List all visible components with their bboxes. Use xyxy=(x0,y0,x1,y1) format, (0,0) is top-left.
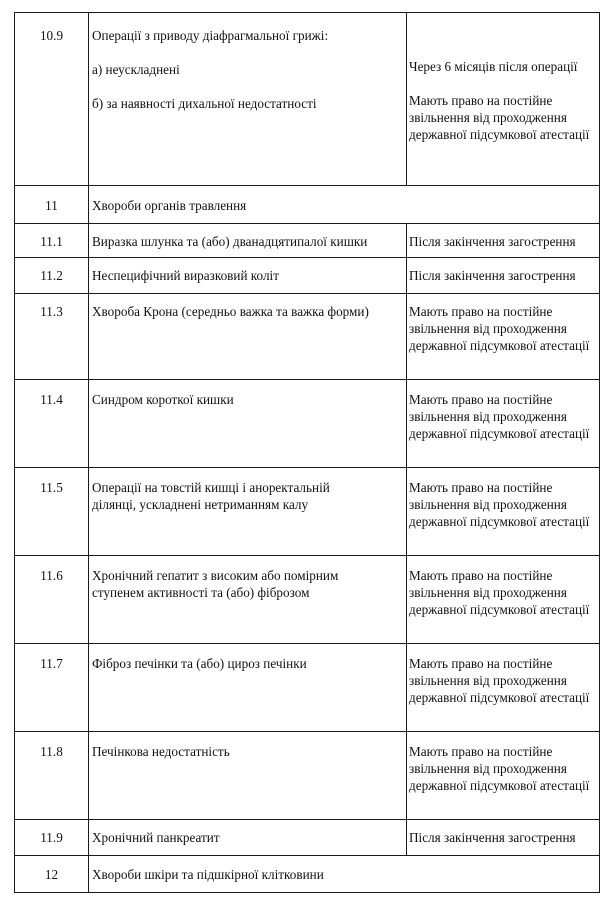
row-term: Мають право на постійне звільнення від проходження державної підсумкової атестації xyxy=(407,732,600,820)
table-row xyxy=(15,468,600,556)
row-number: 11.8 xyxy=(15,732,89,820)
row-term: Мають право на постійне звільнення від проходження державної підсумкової атестації xyxy=(407,294,600,380)
row-disease-name: Фіброз печінки та (або) цироз печінки xyxy=(89,644,407,732)
table-row xyxy=(15,644,600,732)
section-title: Хвороби органів травлення xyxy=(89,186,600,224)
row-disease-name: Хронічний панкреатит xyxy=(89,820,407,856)
row-disease-name: Хвороба Крона (середньо важка та важка форми) xyxy=(89,294,407,380)
row-number: 11 xyxy=(15,186,89,224)
table-row xyxy=(15,13,600,186)
diseases-table xyxy=(14,12,600,893)
row-disease-name: Операції на товстій кишці і аноректальній ділянці, ускладнені нетриманням калу xyxy=(89,468,407,556)
row-term: Мають право на постійне звільнення від проходження державної підсумкової атестації xyxy=(407,380,600,468)
row-term: Після закінчення загострення xyxy=(407,258,600,294)
row-number: 11.5 xyxy=(15,468,89,556)
table-row xyxy=(15,294,600,380)
row-number: 11.9 xyxy=(15,820,89,856)
row-term: Мають право на постійне звільнення від проходження державної підсумкової атестації xyxy=(407,468,600,556)
table-row xyxy=(15,556,600,644)
row-disease-name: Виразка шлунка та (або) дванадцятипалої кишки xyxy=(89,224,407,258)
term-b: Мають право на постійне звільнення від проходження державної підсумкової атестації xyxy=(409,93,590,142)
row-number: 11.1 xyxy=(15,224,89,258)
table-row xyxy=(15,820,600,856)
row-number: 11.4 xyxy=(15,380,89,468)
row-term: Мають право на постійне звільнення від проходження державної підсумкової атестації xyxy=(407,644,600,732)
section-title: Хвороби шкіри та підшкірної клітковини xyxy=(89,856,600,893)
row-number: 10.9 xyxy=(15,13,89,186)
row-number: 11.7 xyxy=(15,644,89,732)
row-term: Мають право на постійне звільнення від проходження державної підсумкової атестації xyxy=(407,556,600,644)
table-row xyxy=(15,258,600,294)
row-disease-name xyxy=(89,13,407,186)
row-disease-name: Хронічний гепатит з високим або помірним ступенем активності та (або) фіброзом xyxy=(89,556,407,644)
term-a: Через 6 місяців після операції xyxy=(409,59,578,74)
row-number: 11.2 xyxy=(15,258,89,294)
row-disease-name: Печінкова недостатність xyxy=(89,732,407,820)
table-row xyxy=(15,856,600,893)
row-term: Після закінчення загострення xyxy=(407,224,600,258)
row-disease-name: Синдром короткої кишки xyxy=(89,380,407,468)
table-row xyxy=(15,732,600,820)
disease-subitem-b: б) за наявності дихальної недостатності xyxy=(92,96,317,111)
disease-subitem-a: а) неускладнені xyxy=(92,62,180,77)
table-row xyxy=(15,186,600,224)
table-row xyxy=(15,224,600,258)
row-term xyxy=(407,13,600,186)
row-term: Після закінчення загострення xyxy=(407,820,600,856)
row-number: 11.6 xyxy=(15,556,89,644)
row-disease-name: Неспецифічний виразковий коліт xyxy=(89,258,407,294)
table-row xyxy=(15,380,600,468)
row-number: 11.3 xyxy=(15,294,89,380)
disease-heading: Операції з приводу діафрагмальної грижі: xyxy=(92,28,329,43)
row-number: 12 xyxy=(15,856,89,893)
